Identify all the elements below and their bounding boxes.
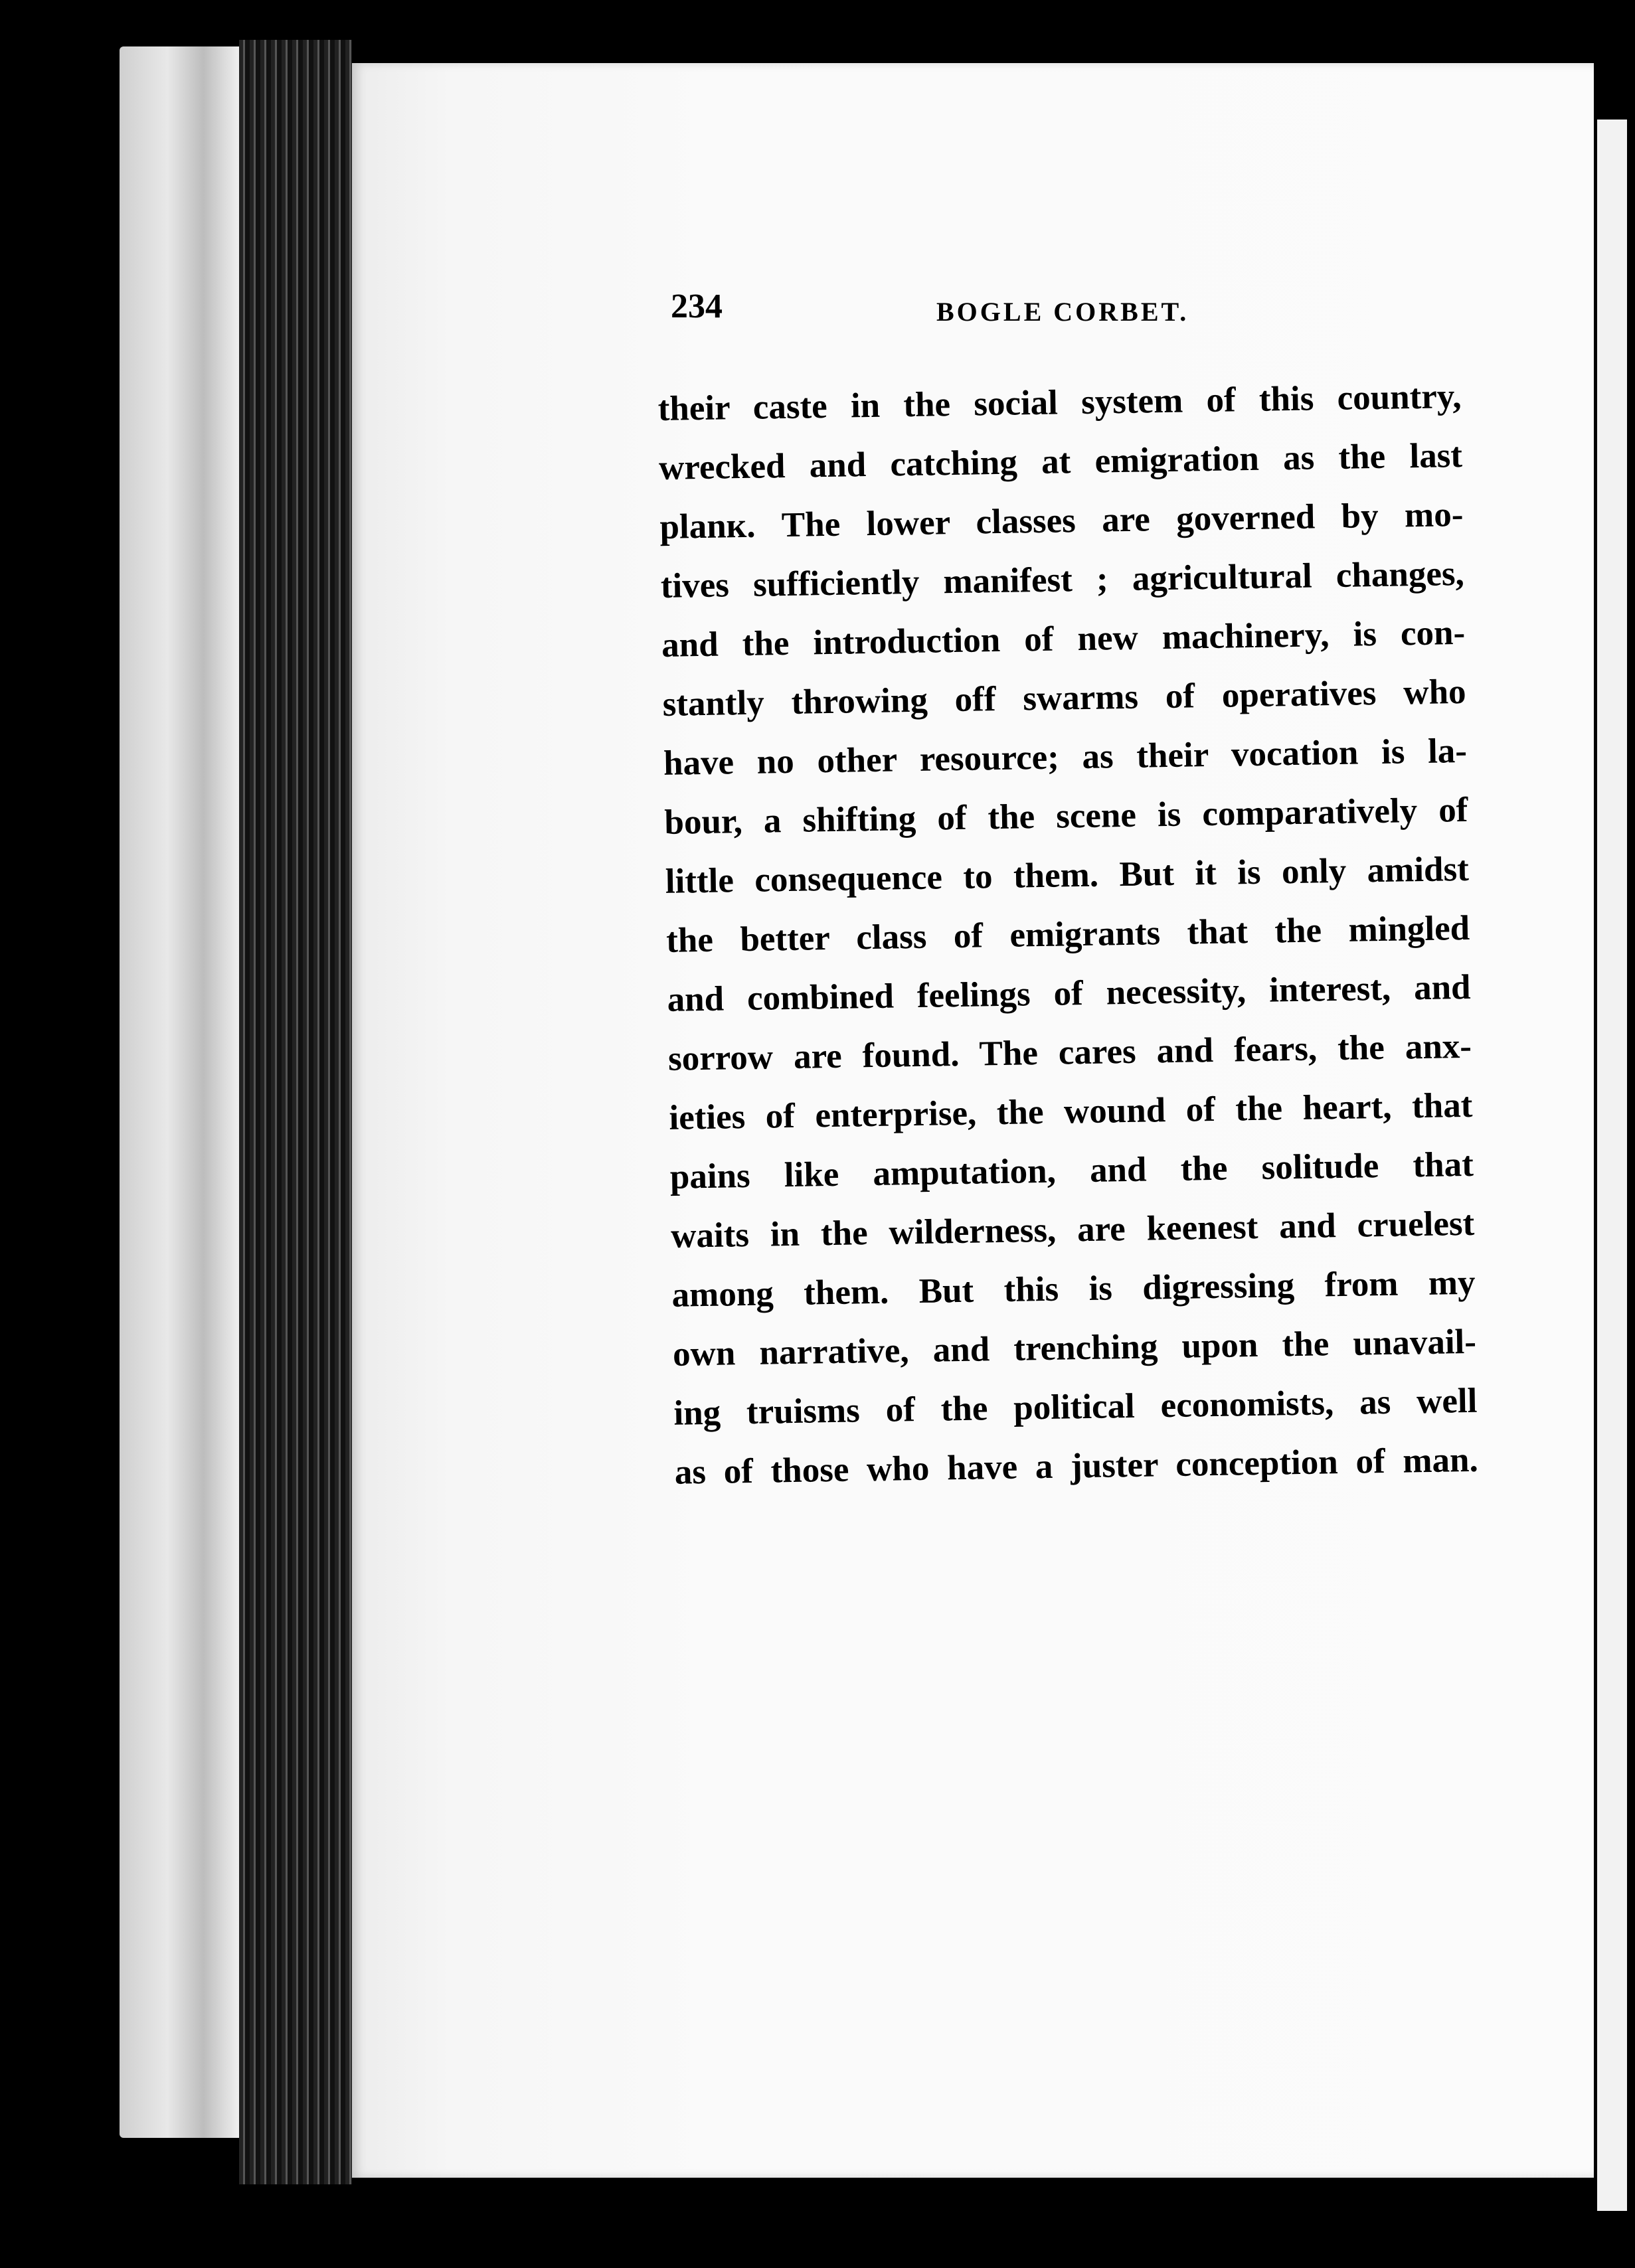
text-line: tives sufficiently manifest ; agricultural changes, [660, 554, 1465, 606]
text-line: bour, a shifting of the scene is comparatively of [664, 790, 1468, 842]
text-line: among them. But this is digressing from my [671, 1263, 1476, 1315]
text-line: and combined feelings of necessity, interest, and [667, 967, 1471, 1019]
text-line: and the introduction of new machinery, is con- [661, 613, 1466, 665]
body-text [657, 367, 1478, 1502]
previous-leaves-edge [120, 46, 239, 2138]
page-number: 234 [671, 287, 723, 325]
text-line: own narrative, and trenching upon the unavail- [672, 1322, 1477, 1374]
text-line: little consequence to them. But it is only amidst [665, 849, 1470, 901]
text-line: ing truisms of the political economists, as well [673, 1381, 1478, 1433]
text-line: sorrow are found. The cares and fears, the anx- [667, 1026, 1472, 1078]
text-line: wrecked and catching at emigration as the last [658, 436, 1463, 487]
text-line: waits in the wilderness, are keenest and cruelest [670, 1204, 1475, 1256]
book-spine-edges [239, 40, 352, 2184]
text-line: their caste in the social system of this country, [657, 376, 1462, 428]
text-line: planк. The lower classes are governed by mo- [659, 495, 1464, 546]
text-line: pains like amputation, and the solitude that [669, 1145, 1474, 1196]
text-line: stantly throwing off swarms of operatives who [662, 672, 1466, 724]
text-line: have no other resource; as their vocation is la- [663, 731, 1468, 783]
next-leaf-edge [1597, 120, 1627, 2211]
page-header [671, 287, 1242, 340]
show-through-texture [638, 1494, 1434, 1832]
text-line: ieties of enterprise, the wound of the heart, that [669, 1086, 1473, 1137]
text-line: as of those who have a juster conception of man. [674, 1440, 1479, 1492]
running-head: BOGLE CORBET. [936, 297, 1189, 327]
text-line: the better class of emigrants that the mingled [665, 908, 1470, 960]
